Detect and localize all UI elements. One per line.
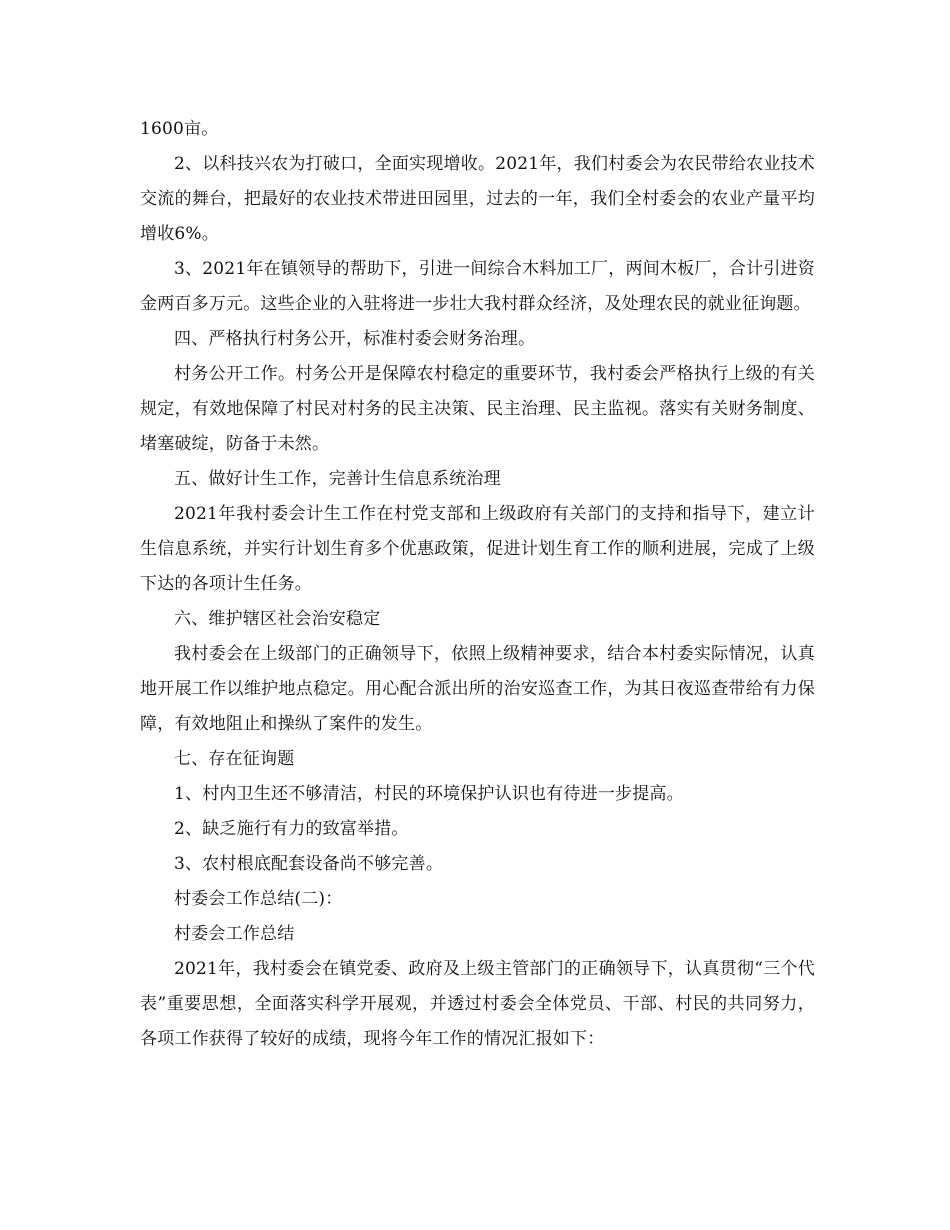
paragraph-2: 2、以科技兴农为打破口，全面实现增收。2021年，我们村委会为农民带给农业技术交流的舞台，把最好的农业技术带进田园里，过去的一年，我们全村委会的农业产量平均增收6%。 xyxy=(140,154,815,244)
paragraph-16: 2021年，我村委会在镇党委、政府及上级主管部门的正确领导下，认真贯彻“三个代表”重要思想，全面落实科学开展观，并透过村委会全体党员、干部、村民的共同努力，各项工作获得了较好的成绩，现将今年工作的情况汇报如下： xyxy=(140,959,815,1049)
section-heading-6: 六、维护辖区社会治安稳定 xyxy=(174,609,381,629)
subtitle-part-two: 村委会工作总结(二)： xyxy=(174,889,343,909)
section-heading-7: 七、存在征询题 xyxy=(174,749,295,769)
section-title: 村委会工作总结 xyxy=(174,924,295,944)
paragraph-3: 3、2021年在镇领导的帮助下，引进一间综合木料加工厂，两间木板厂，合计引进资金两百多万元。这些企业的入驻将进一步壮大我村群众经济，及处理农民的就业征询题。 xyxy=(140,259,815,314)
paragraph-7: 2021年我村委会计生工作在村党支部和上级政府有关部门的支持和指导下，建立计生信息系统，并实行计划生育多个优惠政策，促进计划生育工作的顺利进展，完成了上级下达的各项计生任务。 xyxy=(140,504,815,594)
list-item-2: 2、缺乏施行有力的致富举措。 xyxy=(174,819,409,839)
section-heading-4: 四、严格执行村务公开，标准村委会财务治理。 xyxy=(174,329,536,349)
list-item-1: 1、村内卫生还不够清洁，村民的环境保护认识也有待进一步提高。 xyxy=(174,784,684,804)
document-page xyxy=(140,112,815,1057)
paragraph-9: 我村委会在上级部门的正确领导下，依照上级精神要求，结合本村委实际情况，认真地开展工作以维护地点稳定。用心配合派出所的治安巡查工作，为其日夜巡查带给有力保障，有效地阻止和操纵了案件的发生。 xyxy=(140,644,815,734)
list-item-3: 3、农村根底配套设备尚不够完善。 xyxy=(174,854,444,874)
paragraph-5: 村务公开工作。村务公开是保障农村稳定的重要环节，我村委会严格执行上级的有关规定，有效地保障了村民对村务的民主决策、民主治理、民主监视。落实有关财务制度、堵塞破绽，防备于未然。 xyxy=(140,364,815,454)
section-heading-5: 五、做好计生工作，完善计生信息系统治理 xyxy=(174,469,501,489)
paragraph-1: 1600亩。 xyxy=(140,119,219,139)
